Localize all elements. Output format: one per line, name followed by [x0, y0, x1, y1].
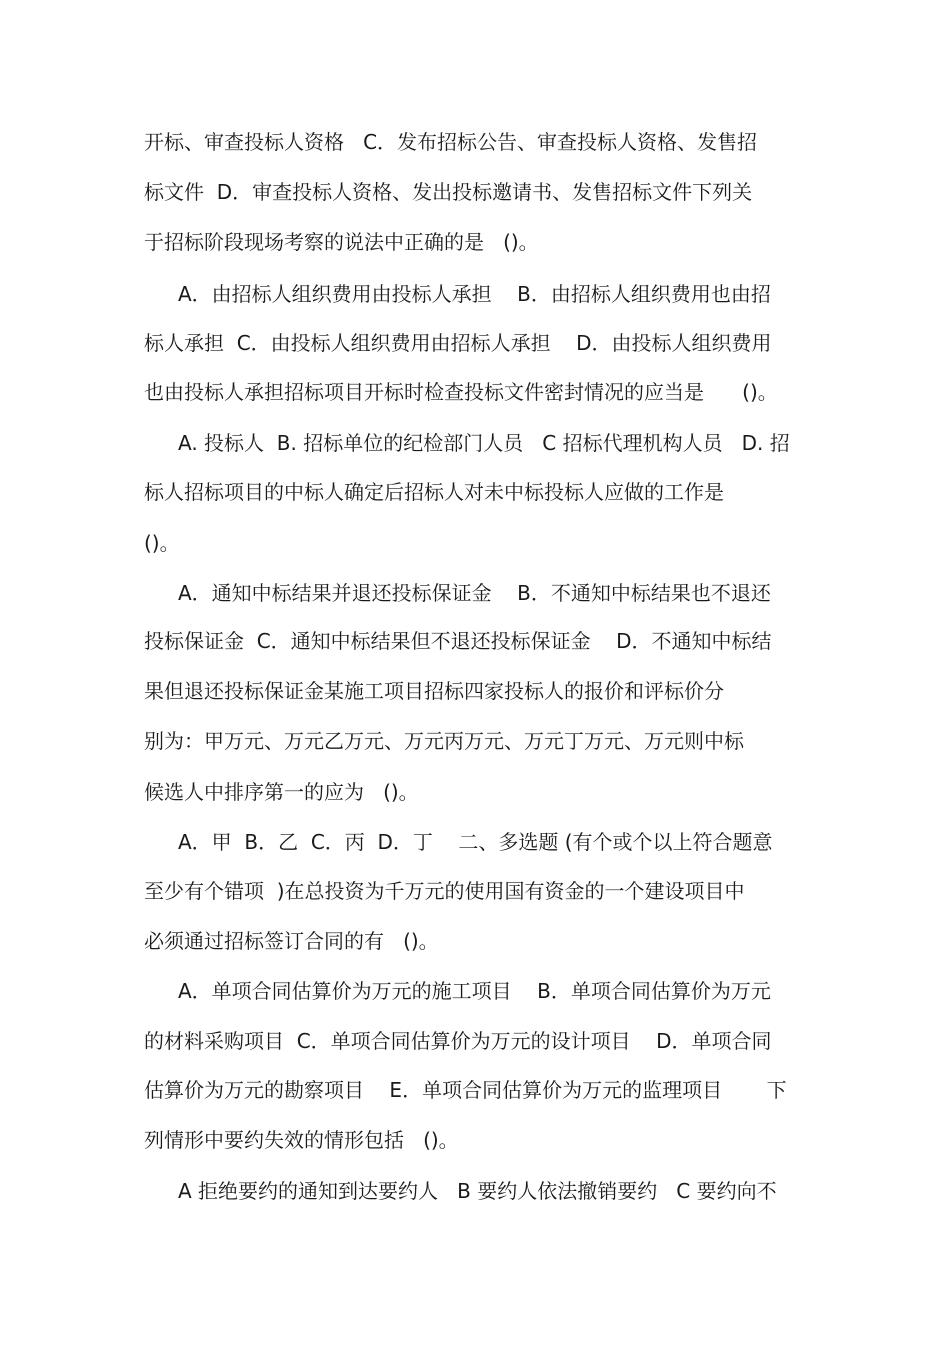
- text-line: 开标、审查投标人资格 C．发布招标公告、审查投标人资格、发售招: [144, 130, 758, 154]
- text-line: 至少有个错项 )在总投资为千万元的使用国有资金的一个建设项目中: [144, 879, 745, 903]
- text-line: 也由投标人承担招标项目开标时检查投标文件密封情况的应当是 ()。: [144, 380, 778, 404]
- text-line: 必须通过招标签订合同的有 ()。: [144, 929, 439, 953]
- text-line: A 拒绝要约的通知到达要约人 B 要约人依法撤销要约 C 要约向不: [178, 1179, 777, 1203]
- text-line: 候选人中排序第一的应为 ()。: [144, 780, 419, 804]
- text-line: A．单项合同估算价为万元的施工项目 B．单项合同估算价为万元: [178, 979, 771, 1003]
- text-line: ()。: [144, 531, 180, 555]
- text-line: 列情形中要约失效的情形包括 ()。: [144, 1128, 459, 1152]
- text-line: 估算价为万元的勘察项目 E．单项合同估算价为万元的监理项目 下: [144, 1078, 787, 1102]
- text-line: A．通知中标结果并退还投标保证金 B．不通知中标结果也不退还: [178, 581, 771, 605]
- text-line: 投标保证金 C．通知中标结果但不退还投标保证金 D．不通知中标结: [144, 629, 772, 653]
- text-line: A．甲 B．乙 C．丙 D．丁 二、多选题 (有个或个以上符合题意: [178, 830, 773, 854]
- text-line: A. 投标人 B. 招标单位的纪检部门人员 C 招标代理机构人员 D. 招: [178, 431, 790, 455]
- text-line: 标人招标项目的中标人确定后招标人对未中标投标人应做的工作是: [144, 480, 724, 504]
- text-line: 别为：甲万元、万元乙万元、万元丙万元、万元丁万元、万元则中标: [144, 729, 744, 753]
- text-line: 的材料采购项目 C．单项合同估算价为万元的设计项目 D．单项合同: [144, 1029, 772, 1053]
- text-line: A．由招标人组织费用由投标人承担 B．由招标人组织费用也由招: [178, 282, 771, 306]
- text-line: 标人承担 C．由投标人组织费用由招标人承担 D．由投标人组织费用: [144, 331, 772, 355]
- text-line: 于招标阶段现场考察的说法中正确的是 ()。: [144, 230, 539, 254]
- text-line: 果但退还投标保证金某施工项目招标四家投标人的报价和评标价分: [144, 679, 724, 703]
- text-line: 标文件 D．审查投标人资格、发出投标邀请书、发售招标文件下列关: [144, 180, 753, 204]
